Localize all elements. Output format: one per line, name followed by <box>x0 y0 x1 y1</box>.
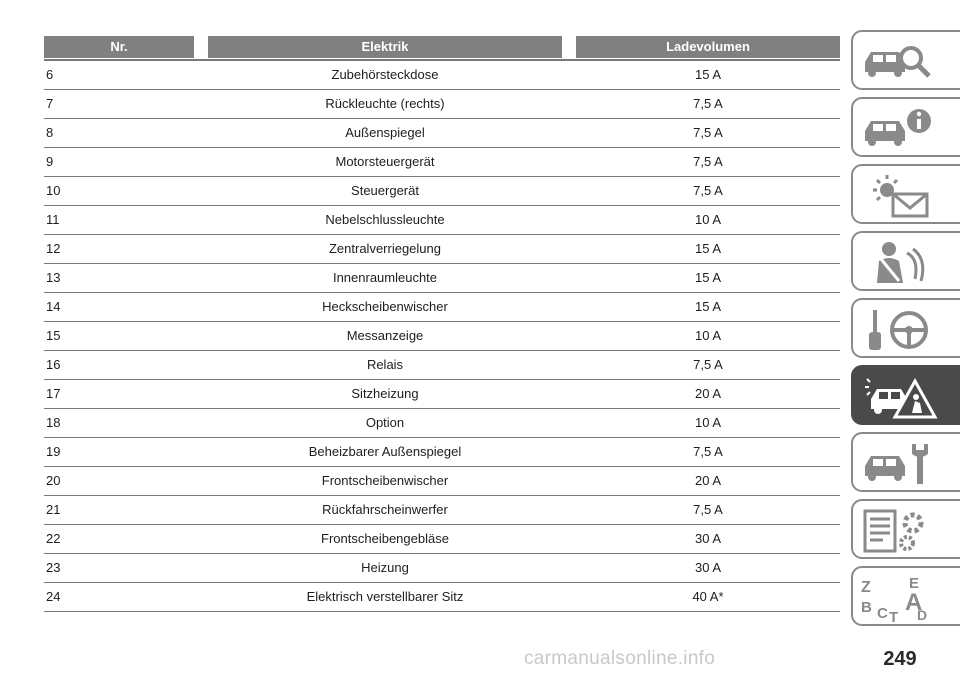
header-nr: Nr. <box>44 36 194 58</box>
table-row <box>44 467 840 496</box>
tab-car-search[interactable] <box>851 30 960 90</box>
tab-maintenance[interactable] <box>851 432 960 492</box>
fuse-rating: 15 A <box>694 67 722 82</box>
fuse-number: 13 <box>46 270 61 285</box>
tab-technical-data[interactable] <box>851 499 960 559</box>
fuse-number: 8 <box>46 125 54 140</box>
fuse-rating: 15 A <box>694 299 722 314</box>
fuse-consumer: Beheizbarer Außenspiegel <box>308 444 462 459</box>
fuse-number: 9 <box>46 154 54 169</box>
header-ladevolumen: Ladevolumen <box>576 36 840 58</box>
fuse-rating: 15 A <box>694 241 722 256</box>
table-row <box>44 438 840 467</box>
table-row <box>44 235 840 264</box>
fuse-rating: 7,5 A <box>693 444 723 459</box>
fuse-consumer: Rückfahrscheinwerfer <box>322 502 448 517</box>
watermark: carmanualsonline.info <box>524 648 716 669</box>
car-wrench-icon <box>859 440 939 488</box>
fuse-rating: 7,5 A <box>693 502 723 517</box>
index-letter-t: T <box>889 609 899 622</box>
fuse-consumer: Heckscheibenwischer <box>322 299 448 314</box>
fuse-consumer: Nebelschlussleuchte <box>325 212 445 227</box>
tab-emergency[interactable] <box>851 365 960 425</box>
fuse-number: 23 <box>46 560 61 575</box>
tab-warning-lights[interactable] <box>851 164 960 224</box>
car-breakdown-warning-icon <box>859 373 939 421</box>
fuse-number: 7 <box>46 96 54 111</box>
table-row <box>44 264 840 293</box>
table-row <box>44 525 840 554</box>
specs-gears-icon <box>859 507 939 555</box>
fuse-rating: 10 A <box>694 415 722 430</box>
tab-safety[interactable] <box>851 231 960 291</box>
alphabetical-index-icon <box>859 574 939 622</box>
fuse-rating: 20 A <box>694 473 722 488</box>
fuse-number: 22 <box>46 531 61 546</box>
table-row <box>44 90 840 119</box>
table-row <box>44 148 840 177</box>
table-row <box>44 554 840 583</box>
fuse-consumer: Elektrisch verstellbarer Sitz <box>306 589 464 604</box>
key-steering-wheel-icon <box>859 306 939 354</box>
fuse-rating: 10 A <box>694 212 722 227</box>
fuse-consumer: Sitzheizung <box>351 386 419 401</box>
index-letter-a: A <box>905 589 923 616</box>
table-row <box>44 322 840 351</box>
index-letter-c: C <box>877 605 888 622</box>
fuse-table-body <box>44 61 840 612</box>
table-row <box>44 177 840 206</box>
fuse-number: 6 <box>46 67 54 82</box>
table-row <box>44 119 840 148</box>
fuse-consumer: Außenspiegel <box>345 125 425 140</box>
fuse-rating: 10 A <box>694 328 722 343</box>
table-row <box>44 409 840 438</box>
table-row <box>44 496 840 525</box>
fuse-number: 20 <box>46 473 61 488</box>
tab-car-info[interactable] <box>851 97 960 157</box>
fuse-rating: 7,5 A <box>693 357 723 372</box>
fuse-consumer: Frontscheibenwischer <box>321 473 449 488</box>
fuse-number: 10 <box>46 183 61 198</box>
tab-driving[interactable] <box>851 298 960 358</box>
car-info-icon <box>859 105 939 153</box>
tab-index[interactable] <box>851 566 960 626</box>
fuse-consumer: Heizung <box>361 560 409 575</box>
table-row <box>44 351 840 380</box>
fuse-rating: 7,5 A <box>693 183 723 198</box>
page-number: 249 <box>883 648 917 670</box>
fuse-number: 15 <box>46 328 61 343</box>
fuse-consumer: Zubehörsteckdose <box>331 67 439 82</box>
fuse-rating: 7,5 A <box>693 154 723 169</box>
fuse-number: 11 <box>46 212 60 227</box>
fuse-consumer: Messanzeige <box>346 328 424 343</box>
fuse-number: 24 <box>46 589 61 604</box>
fuse-rating: 7,5 A <box>693 96 723 111</box>
table-row <box>44 380 840 409</box>
fuse-consumer: Zentralverriegelung <box>328 241 441 256</box>
table-row <box>44 206 840 235</box>
fuse-rating: 20 A <box>694 386 722 401</box>
table-row <box>44 293 840 322</box>
warning-light-message-icon <box>859 172 939 220</box>
fuse-rating: 40 A* <box>692 589 724 604</box>
table-header <box>44 36 840 58</box>
fuse-consumer: Rückleuchte (rechts) <box>325 96 445 111</box>
fuse-number: 21 <box>46 502 61 517</box>
table-row <box>44 61 840 90</box>
fuse-consumer: Innenraumleuchte <box>332 270 438 285</box>
fuse-number: 17 <box>46 386 61 401</box>
fuse-rating: 15 A <box>694 270 722 285</box>
table-row <box>44 583 840 612</box>
fuse-consumer: Relais <box>366 357 404 372</box>
header-elektrik: Elektrik <box>208 36 562 58</box>
index-letter-b: B <box>861 599 872 616</box>
index-letter-z: Z <box>861 579 871 596</box>
fuse-consumer: Motorsteuergerät <box>335 154 435 169</box>
index-letter-d: D <box>917 607 928 622</box>
fuse-consumer: Frontscheibengebläse <box>321 531 449 546</box>
seatbelt-airbag-icon <box>859 239 939 287</box>
fuse-rating: 30 A <box>694 531 722 546</box>
car-search-icon <box>859 38 939 86</box>
fuse-number: 14 <box>46 299 61 314</box>
fuse-rating: 30 A <box>694 560 722 575</box>
fuse-rating: 7,5 A <box>693 125 723 140</box>
fuse-number: 18 <box>46 415 61 430</box>
fuse-number: 12 <box>46 241 61 256</box>
fuse-number: 19 <box>46 444 61 459</box>
index-letter-e: E <box>909 575 920 592</box>
fuse-consumer: Option <box>365 415 405 430</box>
fuse-number: 16 <box>46 357 61 372</box>
fuse-consumer: Steuergerät <box>351 183 419 198</box>
